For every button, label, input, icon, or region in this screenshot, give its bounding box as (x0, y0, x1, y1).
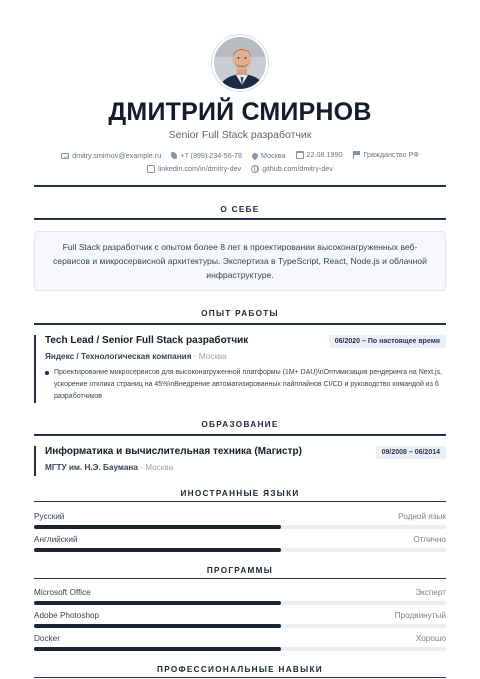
avatar (212, 35, 268, 91)
citizenship-text: Гражданство РФ (363, 150, 419, 159)
flag-icon (353, 151, 361, 159)
software-row-1 (34, 611, 446, 633)
languages-divider (34, 501, 446, 502)
skill-bar (34, 624, 446, 628)
location-pin-icon (251, 151, 259, 159)
skill-level: Хорошо (415, 634, 446, 643)
skill-bar-fill (34, 601, 281, 605)
skill-bar (34, 601, 446, 605)
language-row-0 (34, 512, 446, 534)
contact-row-primary (0, 150, 480, 161)
linkedin-icon (147, 165, 155, 173)
education-divider (34, 434, 446, 436)
institution-location: · Москва (140, 463, 174, 472)
linkedin-text: linkedin.com/in/dmitry-dev (158, 164, 242, 173)
skill-name: Adobe Photoshop (34, 611, 100, 620)
skill-bar-fill (34, 624, 281, 628)
globe-icon (251, 165, 259, 173)
skills-divider (34, 677, 446, 678)
calendar-icon (296, 151, 304, 159)
contact-github[interactable] (251, 164, 333, 173)
about-divider (34, 218, 446, 220)
section-title-languages: ИНОСТРАННЫЕ ЯЗЫКИ (180, 489, 300, 498)
language-row-1 (34, 535, 446, 557)
skill-name: Docker (34, 634, 60, 643)
skill-level: Отлично (413, 535, 446, 544)
skill-bar (34, 647, 446, 651)
contact-row-secondary (0, 164, 480, 175)
email-text: dmitry.smirnov@example.ru (72, 151, 162, 160)
job-dates-badge: 06/2020 – По настоящее время (329, 335, 446, 348)
candidate-name: ДМИТРИЙ СМИРНОВ (108, 98, 372, 126)
birthdate-text: 22.08.1990 (306, 150, 343, 159)
skill-bar-fill (34, 647, 281, 651)
job-position: Tech Lead / Senior Full Stack разработчик (45, 335, 249, 346)
contact-city (252, 151, 286, 160)
software-divider (34, 578, 446, 579)
city-text: Москва (261, 151, 286, 160)
job-details: Проектирование микросервисов для высоконагруженной платформы (1M+ DAU)\nОптимизация рендеринга на Next.js, ускорение отклика страниц на 45%\nВнедрение автоматизированных пайплайнов CI/CD и руководство командой из 6 разработчиков (45, 367, 446, 403)
contact-citizenship (353, 150, 419, 159)
contact-birthdate (296, 150, 343, 159)
skill-name: Microsoft Office (34, 588, 91, 597)
profile-photo (214, 37, 268, 91)
github-text: github.com/dmitry-dev (262, 164, 333, 173)
skill-level: Продвинутый (394, 611, 446, 620)
company-name: Яндекс / Технологическая компания (45, 352, 192, 361)
section-title-skills: ПРОФЕССИОНАЛЬНЫЕ НАВЫКИ (157, 665, 323, 674)
mail-icon (61, 153, 69, 159)
skill-bar-fill (34, 548, 281, 552)
education-institution (45, 463, 446, 472)
contact-email[interactable] (61, 151, 161, 160)
section-title-about: О СЕБЕ (220, 205, 260, 214)
education-item (34, 446, 446, 476)
skill-name: Русский (34, 512, 65, 521)
skill-level: Родной язык (398, 512, 446, 521)
contact-linkedin[interactable] (147, 164, 241, 173)
candidate-title: Senior Full Stack разработчик (168, 129, 312, 141)
skill-name: Английский (34, 535, 78, 544)
skill-level: Эксперт (415, 588, 446, 597)
software-row-2 (34, 634, 446, 656)
education-degree: Информатика и вычислительная техника (Магистр) (45, 446, 302, 457)
section-title-experience: ОПЫТ РАБОТЫ (201, 309, 279, 318)
institution-name: МГТУ им. Н.Э. Баумана (45, 463, 138, 472)
company-location: · Москва (193, 352, 227, 361)
phone-text: +7 (999) 234-56-78 (180, 150, 242, 160)
skill-bar (34, 525, 446, 529)
contact-phone[interactable] (171, 151, 242, 160)
section-title-education: ОБРАЗОВАНИЕ (201, 420, 279, 429)
software-row-0 (34, 588, 446, 610)
experience-divider (34, 323, 446, 325)
phone-icon (171, 152, 177, 159)
section-title-software: ПРОГРАММЫ (206, 566, 274, 575)
education-dates-badge: 09/2008 – 06/2014 (376, 446, 446, 459)
experience-item (34, 335, 446, 403)
header-divider (34, 185, 446, 187)
skill-bar (34, 548, 446, 552)
skill-bar-fill (34, 525, 281, 529)
about-summary: Full Stack разработчик с опытом более 8 лет в проектировании высоконагруженных веб-сервисов и микросервисной архитектуры. Экспертиза в TypeScript, React, Node.js и облачной инфраструктуре. (34, 231, 446, 291)
job-company (45, 352, 446, 361)
